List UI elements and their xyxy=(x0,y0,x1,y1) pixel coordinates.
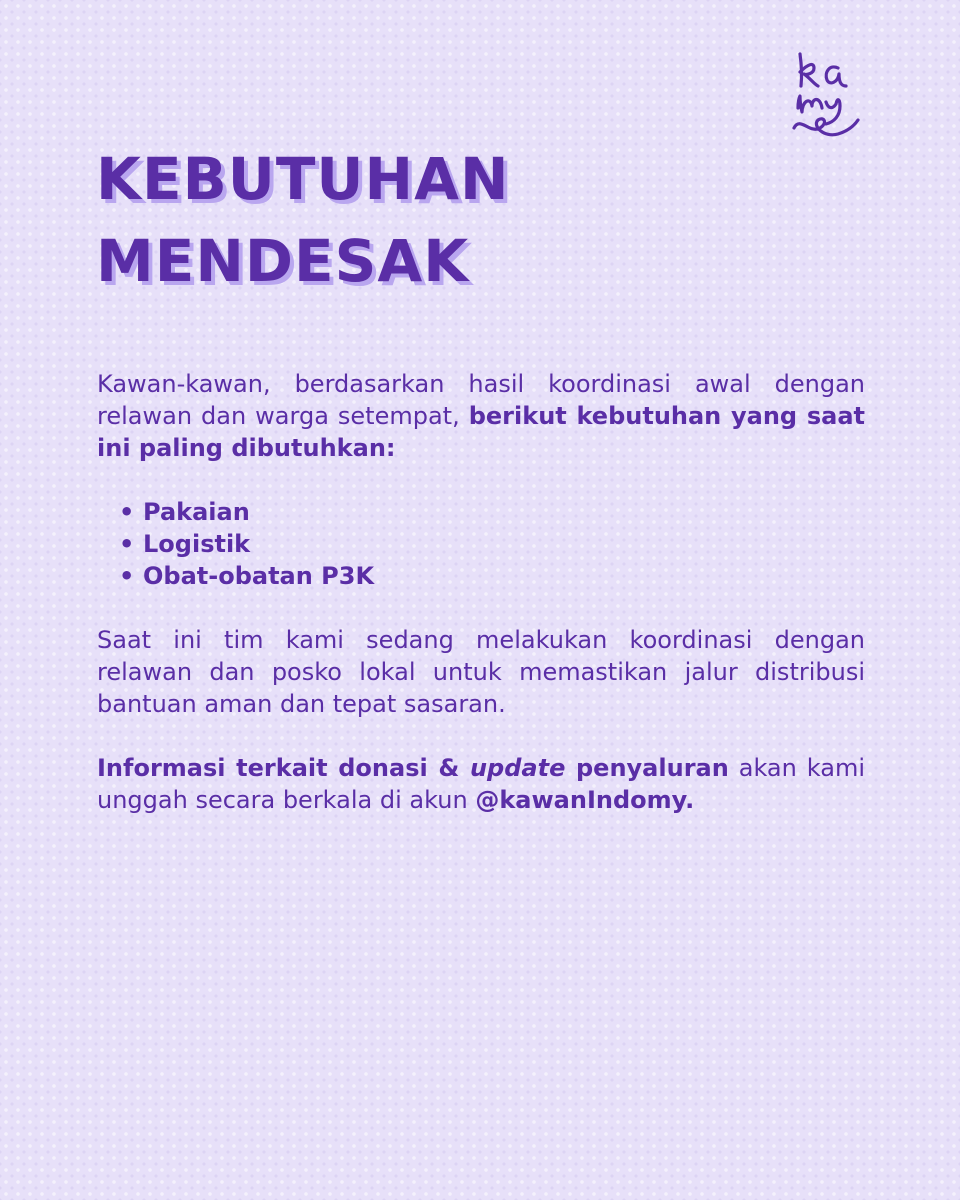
intro-text: Kawan-kawan, berdasarkan hasil koordinasi awal dengan relawan dan warga setempat, xyxy=(97,370,865,430)
intro-paragraph xyxy=(97,368,865,464)
bullet-icon: • xyxy=(119,498,135,526)
signature-logo-icon xyxy=(790,46,864,144)
need-label: Obat-obatan P3K xyxy=(143,562,375,590)
info-italic: update xyxy=(469,754,566,782)
intro-emphasis: berikut kebutuhan yang saat ini paling dibutuhkan: xyxy=(97,402,865,462)
info-bold-2: penyaluran xyxy=(565,754,729,782)
body-content xyxy=(97,368,865,816)
coordination-paragraph: Saat ini tim kami sedang melakukan koordinasi dengan relawan dan posko lokal untuk memastikan jalur distribusi bantuan aman dan tepat sasaran. xyxy=(97,626,865,718)
title-line-2: MENDESAK xyxy=(96,227,470,295)
info-text: akan kami unggah secara berkala di akun xyxy=(97,754,866,814)
info-bold-1: Informasi terkait donasi & xyxy=(97,754,470,782)
kawan-indomy-logo xyxy=(790,46,864,144)
need-label: Pakaian xyxy=(143,498,250,526)
bullet-icon: • xyxy=(119,530,135,558)
list-item xyxy=(119,496,865,528)
account-handle: @kawanIndomy. xyxy=(475,786,695,814)
title-line-1: KEBUTUHAN xyxy=(96,145,510,213)
need-label: Logistik xyxy=(143,530,251,558)
list-item xyxy=(119,528,865,560)
bullet-icon: • xyxy=(119,562,135,590)
page-title xyxy=(96,138,596,302)
info-paragraph xyxy=(97,752,865,816)
list-item xyxy=(119,560,865,592)
needs-list xyxy=(97,496,865,592)
